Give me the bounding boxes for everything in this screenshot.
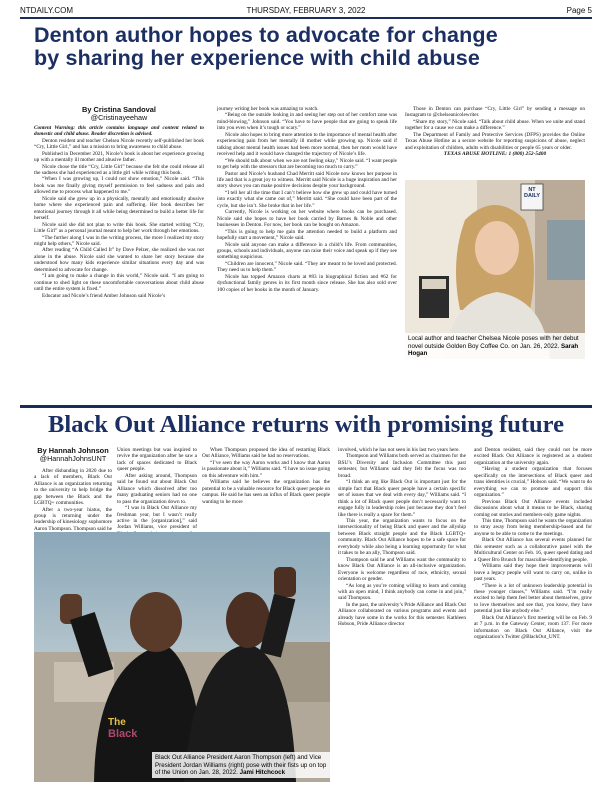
- chelsea-nicole-photo: [405, 180, 585, 359]
- story1-author: By Cristina Sandoval: [82, 105, 156, 114]
- story2-column-1: [34, 447, 112, 539]
- story1-photo-caption: [405, 333, 585, 359]
- paragraph: “As long as you’re coming willing to learn and coming with an open mind, I think anybody can come in and join,” said Thompson.: [338, 582, 466, 602]
- paragraph: Previous Black Out Alliance events included discussions about what it means to be Black, sharing coming out stories and members-only game nights.: [474, 498, 592, 518]
- section-divider: [20, 405, 592, 408]
- story1-author-handle[interactable]: @Cristinayeehaw: [90, 113, 148, 123]
- paragraph: “There is a lot of unknown leadership potential in these younger classes,” Williams said. “I’m really excited to help them feel better about themselves, grow to love themselves and see that, you know, they have potential just like anybody else.”: [474, 582, 592, 615]
- paragraph: involved, which he has not seen in his last two years here.: [338, 447, 460, 453]
- story2-author: By Hannah Johnson: [37, 446, 109, 455]
- paragraph: “We should talk about when we are not feeling okay,” Nicole said. “I want people to get help with the stressors that are becoming too much to carry.”: [217, 157, 397, 171]
- paragraph: journey writing her book was amazing to watch.: [217, 106, 319, 112]
- paragraph: Nicole chose the title “Cry, Little Girl” because she felt she could release all the sadness she had experienced as a little girl while writing this book.: [34, 163, 204, 176]
- paragraph: This year, the organization wants to focus on the intersectionality of being Black and queer and the allyship between Black straight people and the Black LGBTQ+ community. Black Out Alliance hopes to be a safe space for everybody while also being a learning opportunity for what it takes to be an ally, Thompson said.: [338, 517, 466, 557]
- ntdaily-logo: NT DAILY: [524, 187, 540, 199]
- content-warning: Content Warning: this article contains language and content related to domestic and child abuse. Reader discretion is advised.: [34, 124, 204, 138]
- story1-byline: [34, 106, 204, 123]
- paragraph: “I was in Black Out Alliance my freshman year, but I wasn’t really active in the [organization],” said Jordan Williams, vice president of: [117, 505, 197, 531]
- paragraph: Black Out Alliance has several events planned for this semester such as a collaborative panel with the Multicultural Center on Feb. 16, queer speed dating and a Queer Bro Brunch for masculine-identifying people.: [474, 537, 592, 563]
- story2-author-handle[interactable]: @HannahJohnsUNT: [39, 454, 107, 464]
- paragraph: Thompson said he and Williams want the community to know Black Out Alliance is an all-inclusive organization. Everyone is welcome regardless of race, ethnicity, sexual orientation or gender.: [338, 556, 466, 583]
- paragraph: In the past, the university’s Pride Alliance and Black Out Alliance collaborated on various programs and events and already have some in the works for this semester. Kathleen Hobson, Pride Alliance director: [338, 601, 466, 628]
- story2-photo-caption: [152, 752, 330, 778]
- duo-portrait-illustration: [34, 532, 330, 782]
- story1-headline-line2: by sharing her experience with child abuse: [34, 46, 480, 70]
- paragraph: “The further along I was in the writing process, the more I realized my story might help others,” Nicole said.: [34, 234, 204, 247]
- paragraph: “I think an org like Black Out is important just for the simple fact that Black queer people have a certain specific set of issues that we deal with every day,” Williams said. “I think a lot of Black queer people don’t necessarily want to engage fully in leadership roles just because they don’t feel like there is really a space for them.”: [338, 479, 466, 518]
- paragraph: After a two-year hiatus, the group is returning under the leadership of kinesiology sophomore Aaron Thompson. Thompson said he: [34, 506, 112, 532]
- paragraph: After reading “A Child Called It” by Dave Pelzer, she realized she was not alone in the abuse. Nicole said she wanted to share her story because she understood how many kids experience similar situations every day and was determined to advocate for change.: [34, 247, 204, 273]
- paragraph: Nicole said anyone can make a difference in a child’s life. From communities, groups, schools and individuals, anyone can raise their voice and speak up if they see something suspicious.: [217, 241, 397, 261]
- paragraph: “I am going to make a change in this world,” Nicole said. “I am going to continue to shed light on these uncomfortable conversations about child abuse until the entire system is fixed.”: [34, 273, 204, 293]
- story1-column-2: [217, 106, 397, 293]
- paragraph: “Being on the outside looking in and seeing her step out of her comfort zone was mind-blowing,” Johnson said. “You have to have people that are going to speak life into you even when it’s tough or scary.”: [217, 112, 397, 132]
- story2-column-2: [117, 447, 197, 544]
- paragraph: When Thompson proposed the idea of restarting Black Out Alliance, Williams said he had no reservations.: [202, 447, 330, 460]
- paragraph: “I’ve seen the way Aaron works and I know that Aaron is passionate about it,” Williams said. “I have no issue going on this adventure with him.”: [202, 459, 330, 479]
- story1-headline: [34, 24, 594, 70]
- story1-caption-credit: Sarah Hogan: [408, 342, 579, 357]
- paragraph: “Share my story,” Nicole said. “Talk about child abuse. When we unite and stand together for a cause we can make a difference.”: [405, 118, 585, 132]
- paragraph: “I tell her all the time that I can’t believe how she grew up and could have turned into exactly what she came out of,” Merritt said. “She could have been part of the cycle, but she isn’t. She broke that in her life.”: [217, 189, 397, 209]
- story1-column-1: [34, 106, 204, 299]
- story1-column-3: [405, 106, 585, 158]
- story2-column-4: [338, 447, 466, 628]
- issue-date: THURSDAY, FEBRUARY 3, 2022: [246, 6, 366, 15]
- header-rule: [20, 17, 592, 19]
- site-name[interactable]: NTDAILY.COM: [20, 6, 74, 15]
- portrait-illustration: [405, 180, 585, 359]
- shirt-text-the: The: [108, 717, 126, 728]
- paragraph: “This is going to help me gain the attention needed to build a platform and hopefully start a movement,” Nicole said.: [217, 228, 397, 242]
- paragraph: Nicole said she grew up in a physically, mentally and emotionally abusive home where she experienced pain and suffering. Her book describes her emotional journey through it all while being determined to build a better life for herself.: [34, 195, 204, 222]
- story2-byline: [34, 447, 112, 464]
- paragraph: and Denton resident, said they could not be more excited Black Out Alliance is registered as a student organization at the university again.: [474, 447, 592, 466]
- paragraph: Nicole has topped Amazon charts at #83 in biographical fiction and #62 for dysfunctional family genres in its first month since release. She has also sold over 100 copies of her books in the month of January.: [217, 273, 397, 293]
- abuse-hotline: TEXAS ABUSE HOTLINE: 1 (800) 252-5400: [443, 151, 547, 158]
- paragraph: Published in December 2021, Nicole’s book is about her experience growing up with a mentally ill mother and abusive father.: [34, 150, 204, 164]
- paragraph: Nicole said she did not plan to write this book. She started writing “Cry, Little Girl” as a personal journal meant to help her work through her emotions.: [34, 221, 204, 235]
- paragraph: Educator and Nicole’s friend Amber Johnson said Nicole’s: [42, 292, 166, 299]
- paragraph: Williams said they hope their improvements will leave a legacy people will want to carry on, unlike in past years.: [474, 563, 592, 583]
- paragraph: Williams said he believes the organization has the potential to be a valuable resource for Black queer people on campus. He said he has seen an influx of Black queer people wanting to be more: [202, 479, 330, 505]
- paragraph: Black Out Alliance’s first meeting will be on Feb. 9 at 7 p.m. in the Gateway Center, room 137. For more information on Black Out Alliance, visit the organization’s Twitter @BlackOut_UNT.: [474, 614, 592, 641]
- paragraph: Currently, Nicole is working on her website where books can be purchased. Nicole said she hopes to have her book carried by Barnes & Noble and other businesses in Denton. For now, her book can be bought on Amazon.: [217, 209, 397, 229]
- paragraph: The Department of Family and Protective Services (DFPS) provides the Online Texas Abuse Hotline as a secure website for reporting suspicions of abuse, neglect and exploitation of children, adults with disabilities or people 65 years or older.: [405, 131, 585, 151]
- story1-caption-text: Local author and teacher Chelsea Nicole poses with her debut novel outside Golden Boy Coffee Co. on Jan. 26, 2022.: [408, 335, 579, 350]
- story2-caption-credit: Jami Hitchcock: [239, 768, 286, 776]
- paragraph: Union meetings but was inspired to revive the organization after he saw a lack of spaces dedicated to Black queer people.: [117, 447, 197, 473]
- paragraph: Pastor and Nicole’s husband Chad Merritt said Nicole now knows her purpose in life and that is a great joy to witness. Merritt said Nicole is a huge inspiration and her story shows you can make positive decisions despite your background.: [217, 170, 397, 190]
- paragraph: After disbanding in 2020 due to a lack of members, Black Out Alliance is an organization returning to the university to help bridge the gap between the Black and the LGBTQ+ communities.: [34, 467, 112, 507]
- black-out-alliance-photo: [34, 532, 330, 782]
- story2-column-5: [474, 447, 592, 641]
- story2-column-3: [202, 447, 330, 505]
- story2-headline: Black Out Alliance returns with promising future: [48, 411, 564, 438]
- paragraph: “Children are innocent,” Nicole said. “They are meant to be loved and protected. They need us to help them.”: [217, 260, 397, 274]
- paragraph: “When I was growing up, I could not show emotion,” Nicole said. “This book was me finally giving myself permission to feel sadness and pain and allowed me to process what happened to me.”: [34, 176, 204, 196]
- paragraph: This time, Thompson said he wants the organization to stray away from being membership-based and for anyone to be able to come to the meetings.: [474, 517, 592, 537]
- shirt-text-black: Black: [108, 728, 138, 740]
- paragraph: “Having a student organization that focuses specifically on the intersections of Black queer and trans identities is crucial,” Hobson said. “We want to do everything we can to promote and support this organization.”: [474, 466, 592, 499]
- paragraph: Nicole also hopes to bring more attention to the importance of mental health after experiencing pain from her mentally ill mother while growing up. Nicole said if talking about mental health issues had been more normal, then her mom would have received help and it would have changed the trajectory of Nicole’s life.: [217, 131, 397, 158]
- paragraph: Thompson and Williams both served as chairmen for the BSU’s Diversity and Inclusion Committee this past semester, but Williams said they felt the focus was too broad.: [338, 453, 466, 479]
- paragraph: Denton resident and teacher Chelsea Nicole recently self-published her book “Cry, Little Girl,” and has a mission to bring awareness to child abuse.: [34, 137, 204, 151]
- story1-headline-line1: Denton author hopes to advocate for change: [34, 23, 498, 47]
- page-number: Page 5: [566, 6, 592, 15]
- paragraph: After asking around, Thompson said he found out about Black Out Alliance which dissolved after too many graduating seniors had no one to pass the organization down to.: [117, 472, 197, 505]
- story2-caption-text: Black Out Alliance President Aaron Thompson (left) and Vice President Jordan Williams (right) pose with their fists up on top of the Union on Jan. 28, 2022.: [155, 754, 327, 776]
- paragraph: Those in Denton can purchase “Cry, Little Girl” by sending a message on Instagram to @chelseanicolewriter.: [405, 106, 585, 119]
